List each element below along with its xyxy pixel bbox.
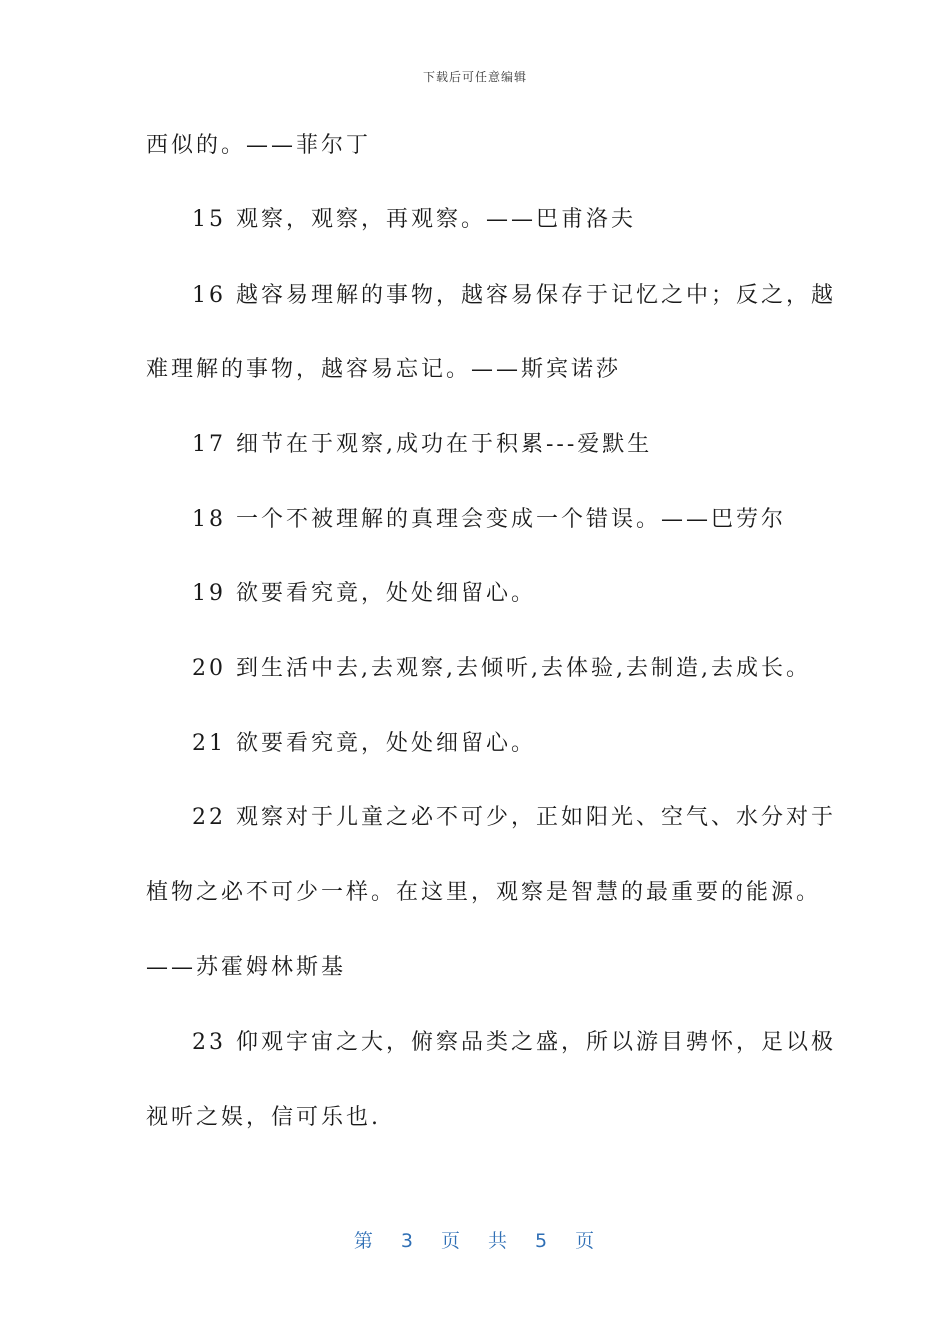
text-line: 23 仰观宇宙之大，俯察品类之盛，所以游目骋怀，足以极 bbox=[192, 1030, 836, 1055]
page-footer: 第 3 页 共 5 页 bbox=[353, 1230, 597, 1252]
text-line: 21 欲要看究竟，处处细留心。 bbox=[192, 731, 536, 756]
text-line: 22 观察对于儿童之必不可少，正如阳光、空气、水分对于 bbox=[192, 805, 836, 830]
text-line: ——苏霍姆林斯基 bbox=[146, 955, 347, 980]
text-line: 植物之必不可少一样。在这里，观察是智慧的最重要的能源。 bbox=[146, 880, 822, 905]
text-line: 19 欲要看究竟，处处细留心。 bbox=[192, 581, 536, 606]
text-line: 15 观察，观察，再观察。——巴甫洛夫 bbox=[192, 207, 636, 232]
text-line: 视听之娱，信可乐也. bbox=[146, 1105, 381, 1130]
text-line: 16 越容易理解的事物，越容易保存于记忆之中；反之，越 bbox=[192, 283, 836, 308]
text-line: 西似的。——菲尔丁 bbox=[146, 133, 372, 158]
text-line: 难理解的事物，越容易忘记。——斯宾诺莎 bbox=[146, 357, 622, 382]
header-note: 下载后可任意编辑 bbox=[422, 70, 527, 84]
text-line: 20 到生活中去,去观察,去倾听,去体验,去制造,去成长。 bbox=[192, 656, 811, 681]
text-line: 18 一个不被理解的真理会变成一个错误。——巴劳尔 bbox=[192, 507, 786, 532]
text-line: 17 细节在于观察,成功在于积累---爱默生 bbox=[192, 432, 653, 457]
